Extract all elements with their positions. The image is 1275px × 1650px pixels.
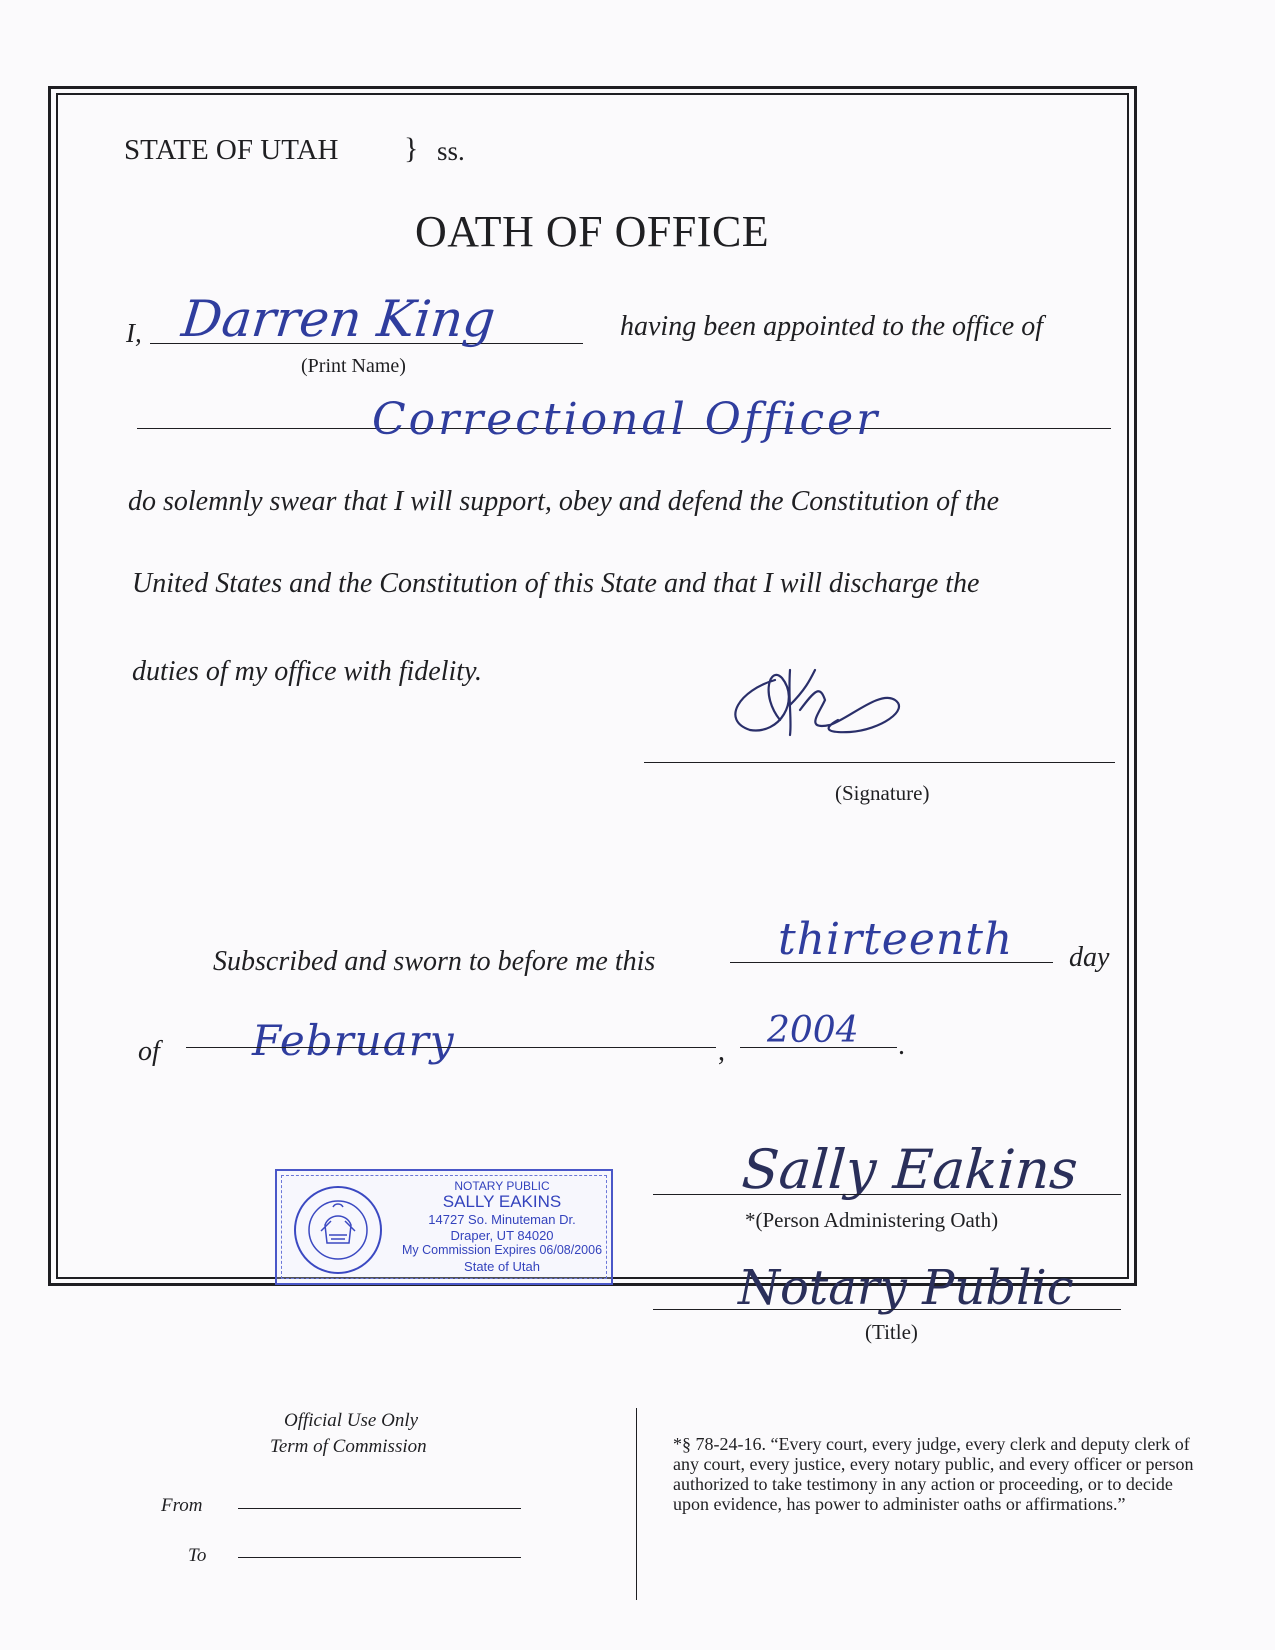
to-label: To <box>188 1545 207 1566</box>
official-use-heading: Official Use Only <box>284 1410 419 1431</box>
handwritten-year: 2004 <box>767 1010 859 1051</box>
administrator-signature-line <box>653 1194 1121 1195</box>
from-label: From <box>161 1495 203 1516</box>
subscribed-text: Subscribed and sworn to before me this <box>213 946 656 977</box>
oath-line-1: do solemnly swear that I will support, obey and defend the Constitution of the <box>128 486 1000 517</box>
to-field-line <box>238 1557 521 1558</box>
handwritten-name: Darren King <box>178 290 499 348</box>
month-comma: , <box>718 1036 725 1067</box>
stamp-line-3: 14727 So. Minuteman Dr. <box>428 1212 576 1227</box>
handwritten-office: Correctional Officer <box>372 394 881 445</box>
state-seal-icon <box>291 1185 385 1275</box>
stamp-line-6: State of Utah <box>464 1259 540 1274</box>
signature-label: (Signature) <box>835 781 930 805</box>
footer-divider <box>636 1408 637 1600</box>
oath-line-3: duties of my office with fidelity. <box>132 656 482 687</box>
statute-text: *§ 78-24-16. “Every court, every judge, every clerk and deputy clerk of any court, every justice, every notary public, and every officer or person authorized to take testimony in any action or proceeding, or to decide upon evidence, has power to administer oaths or affirmations.” <box>673 1434 1194 1514</box>
from-field-line <box>238 1508 521 1509</box>
oath-line-2: United States and the Constitution of this State and that I will discharge the <box>132 568 980 599</box>
year-period: . <box>898 1030 905 1061</box>
signer-signature <box>720 660 940 750</box>
stamp-line-5: My Commission Expires 06/08/2006 <box>401 1243 603 1257</box>
notary-stamp <box>275 1169 613 1285</box>
month-field-line <box>186 1047 716 1048</box>
state-line: STATE OF UTAH <box>124 134 339 166</box>
title-label: (Title) <box>865 1320 918 1344</box>
signature-line <box>644 762 1115 763</box>
year-field-line <box>740 1047 897 1048</box>
page-title: OATH OF OFFICE <box>415 207 770 256</box>
stamp-line-2: SALLY EAKINS <box>442 1192 562 1211</box>
stamp-line-4: Draper, UT 84020 <box>450 1228 554 1243</box>
term-of-commission-heading: Term of Commission <box>270 1436 427 1457</box>
day-field-line <box>730 962 1053 963</box>
handwritten-title: Notary Public <box>738 1260 1074 1316</box>
handwritten-administrator-signature: Sally Eakins <box>739 1138 1080 1201</box>
print-name-label: (Print Name) <box>301 355 406 377</box>
stamp-line-1: NOTARY PUBLIC <box>454 1179 550 1193</box>
handwritten-month: February <box>252 1016 455 1065</box>
title-field-line <box>653 1309 1121 1310</box>
person-administering-label: *(Person Administering Oath) <box>745 1208 999 1232</box>
of-text: of <box>138 1036 160 1067</box>
i-prefix: I, <box>126 318 142 348</box>
brace: } <box>404 132 419 165</box>
appointed-text: having been appointed to the office of <box>620 311 1044 342</box>
ss-label: ss. <box>437 136 465 166</box>
handwritten-day: thirteenth <box>778 914 1014 965</box>
day-text: day <box>1069 942 1110 973</box>
